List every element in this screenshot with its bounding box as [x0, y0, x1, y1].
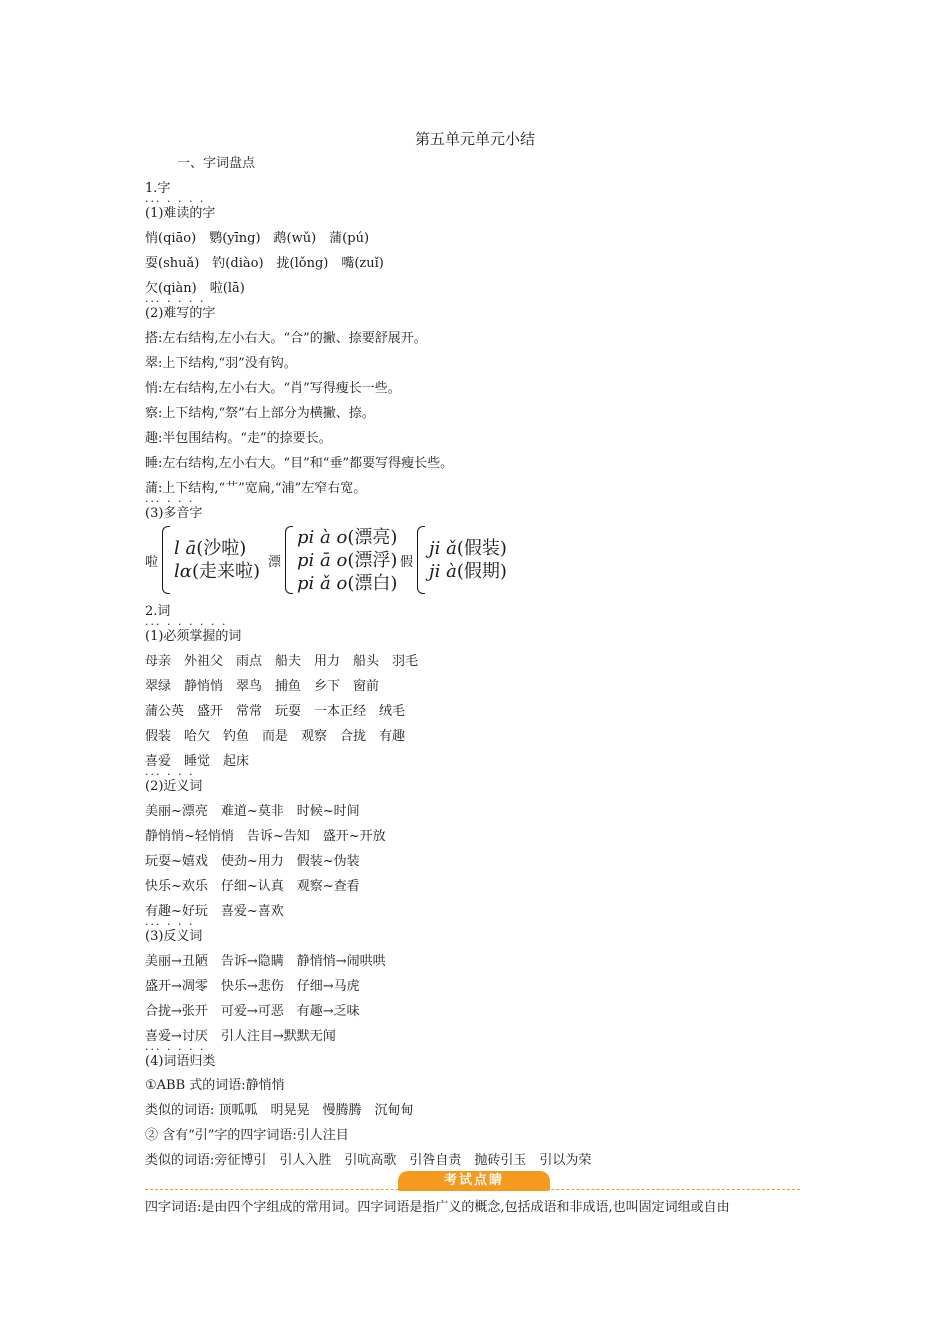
- text-line: 喜爱 睡觉 起床: [145, 754, 250, 769]
- text-line: 蒲:上下结构,“艹”宽扁,“浦”左窄右宽。: [145, 481, 367, 496]
- section-heading: 一、字词盘点: [177, 156, 256, 171]
- reading: ji ǎ(假装): [429, 538, 507, 559]
- text-line: 美丽~漂亮 难道~莫非 时候~时间: [145, 804, 360, 819]
- text-line: 悄(qiāo) 鹦(yīng) 鹉(wǔ) 蒲(pú): [145, 231, 370, 246]
- text-line: 欠(qiàn) 啦(lā): [145, 281, 245, 296]
- reading: lɑ(走来啦): [174, 561, 260, 582]
- text-line: 翠:上下结构,“羽”没有钩。: [145, 356, 297, 371]
- part1-label: 1.字: [145, 181, 171, 196]
- text-line: 母亲 外祖父 雨点 船夫 用力 船头 羽毛: [145, 654, 419, 669]
- text-line: 美丽→丑陋 告诉→隐瞒 静悄悄→闹哄哄: [145, 954, 386, 969]
- emphasis-dots: ··· · · ·: [145, 768, 195, 781]
- text-line: 喜爱→讨厌 引人注目→默默无闻: [145, 1029, 336, 1044]
- polyphone-char: 啦: [145, 554, 159, 570]
- exam-tip-banner: 考试点睛: [398, 1171, 550, 1191]
- emphasis-dots: ··· · · ·: [145, 918, 195, 931]
- text-line: 玩耍~嬉戏 使劲~用力 假装~伪装: [145, 854, 360, 869]
- brace-shape: [417, 526, 425, 594]
- part2-label: 2.词: [145, 604, 171, 619]
- text-line: 耍(shuǎ) 钓(diào) 拢(lǒng) 嘴(zuǐ): [145, 256, 384, 271]
- subheading: (2)难写的字: [145, 306, 216, 321]
- subheading: (2)近义词: [145, 779, 203, 794]
- emphasis-dots: ··· · · · ·: [145, 195, 206, 208]
- text-line: 静悄悄~轻悄悄 告诉~告知 盛开~开放: [145, 829, 386, 844]
- text-line: 搭:左右结构,左小右大。“合”的撇、捺要舒展开。: [145, 331, 427, 346]
- emphasis-dots: ··· · · ·: [145, 495, 195, 508]
- brace-shape: [285, 526, 293, 594]
- text-line: ② 含有“引”字的四字词语:引人注目: [145, 1128, 349, 1143]
- emphasis-dots: ··· · · · ·: [145, 295, 206, 308]
- emphasis-dots: ··· · · · · · ·: [145, 618, 228, 631]
- polyphone-char: 漂: [268, 554, 282, 570]
- polyphone-group: [400, 524, 507, 596]
- text-line: 快乐~欢乐 仔细~认真 观察~查看: [145, 879, 360, 894]
- polyphone-group: [268, 524, 397, 596]
- text-line: 假装 哈欠 钓鱼 而是 观察 合拢 有趣: [145, 729, 406, 744]
- subheading: (3)反义词: [145, 929, 203, 944]
- reading: pi ā o(漂浮): [297, 549, 398, 571]
- exam-tip-text: 四字词语:是由四个字组成的常用词。四字词语是指广义的概念,包括成语和非成语,也叫固定词组或自由: [145, 1200, 730, 1215]
- reading: l ā(沙啦): [174, 538, 247, 559]
- subheading: (1)必须掌握的词: [145, 629, 242, 644]
- subheading: (3)多音字: [145, 506, 203, 521]
- text-line: 蒲公英 盛开 常常 玩耍 一本正经 绒毛: [145, 704, 406, 719]
- emphasis-dots: ··· · · · ·: [145, 1043, 206, 1056]
- subheading: (1)难读的字: [145, 206, 216, 221]
- text-line: 类似的词语:旁征博引 引人入胜 引吭高歌 引咎自责 抛砖引玉 引以为荣: [145, 1153, 592, 1168]
- text-line: 翠绿 静悄悄 翠鸟 捕鱼 乡下 窗前: [145, 679, 380, 694]
- text-line: 盛开→凋零 快乐→悲伤 仔细→马虎: [145, 979, 360, 994]
- text-line: 睡:左右结构,左小右大。“目”和“垂”都要写得瘦长些。: [145, 456, 454, 471]
- page-title: 第五单元单元小结: [414, 130, 535, 148]
- text-line: 有趣~好玩 喜爱~喜欢: [145, 904, 284, 919]
- text-line: 合拢→张开 可爱→可恶 有趣→乏味: [145, 1004, 360, 1019]
- text-line: 趣:半包围结构。“走”的捺要长。: [145, 431, 332, 446]
- dashed-divider: [145, 1189, 800, 1190]
- brace-shape: [162, 526, 170, 594]
- reading: ji à(假期): [429, 561, 507, 582]
- text-line: 悄:左右结构,左小右大。“肖”写得瘦长一些。: [145, 381, 401, 396]
- reading: pi ǎ o(漂白): [297, 572, 398, 594]
- reading: pi à o(漂亮): [297, 526, 398, 548]
- text-line: 察:上下结构,“祭”右上部分为横撇、捺。: [145, 406, 375, 421]
- polyphone-char: 假: [400, 554, 414, 570]
- polyphone-group: [145, 524, 260, 596]
- text-line: ①ABB 式的词语:静悄悄: [145, 1078, 285, 1093]
- subheading: (4)词语归类: [145, 1054, 216, 1069]
- text-line: 类似的词语: 顶呱呱 明晃晃 慢腾腾 沉甸甸: [145, 1103, 414, 1118]
